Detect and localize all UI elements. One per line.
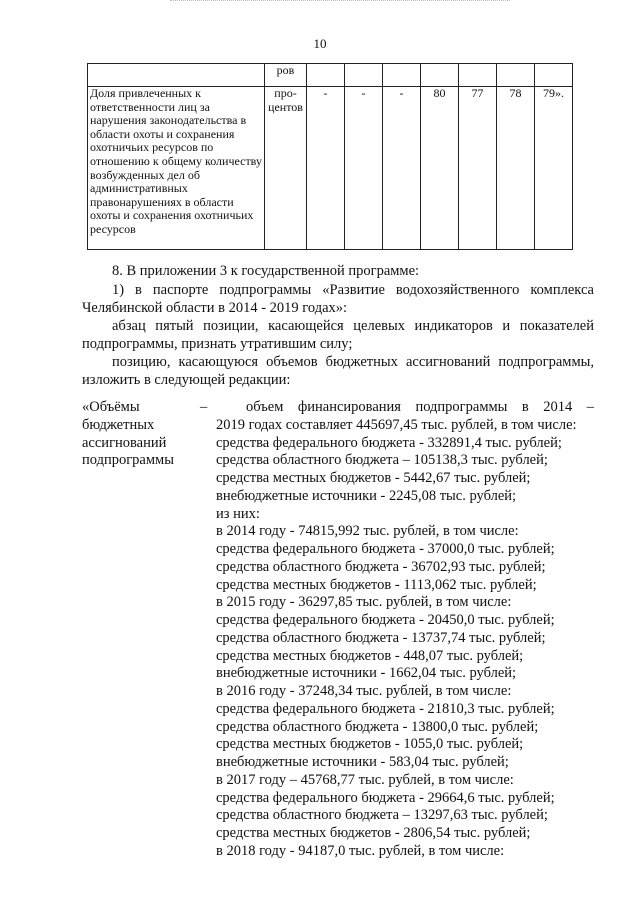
passport-line: внебюджетные источники - 583,04 тыс. рублей; <box>216 754 509 770</box>
passport-line: средства местных бюджетов - 2806,54 тыс. рублей; <box>216 825 531 841</box>
passport-line: средства местных бюджетов - 1055,0 тыс. рублей; <box>216 736 524 753</box>
passport-line: средства федерального бюджета - 37000,0 тыс. рублей; <box>216 541 555 557</box>
passport-line: в 2018 году - 94187,0 тыс. рублей, в том числе: <box>216 842 505 859</box>
passport-line: внебюджетные источники - 1662,04 тыс. рублей; <box>216 665 517 682</box>
table-cell <box>421 64 459 87</box>
indicators-table <box>87 63 573 250</box>
passport-line: средства федерального бюджета - 332891,4 тыс. рублей; <box>216 434 562 451</box>
table-row <box>88 87 573 250</box>
indicator-name: Доля привлеченных к ответственности лиц за нарушения законодательства в области охоты и сохранения охотничьих ресурсов по отношению к общему количеству возбужденных дел об административных правонарушениях в области охоты и сохранения охотничьих ресурсов <box>88 87 265 250</box>
table-cell <box>345 64 383 87</box>
table-cell <box>497 64 535 87</box>
passport-line: средства областного бюджета – 105138,3 тыс. рублей; <box>216 452 548 469</box>
passport-line: средства областного бюджета – 13297,63 тыс. рублей; <box>216 807 548 824</box>
word: финансирования <box>297 399 401 415</box>
table-cell <box>307 64 345 87</box>
passport-line: средства местных бюджетов - 448,07 тыс. рублей; <box>216 647 524 664</box>
table-cell-unit: ров <box>265 64 307 87</box>
passport-line: в 2014 году - 74815,992 тыс. рублей, в том числе: <box>216 523 519 540</box>
word: объем <box>246 399 284 415</box>
paragraph-subitem-1: 1) в паспорте подпрограммы «Развитие водохозяйственного комплекса Челябинской области в 2014 - 2019 годах»: <box>82 282 594 316</box>
passport-line: средства областного бюджета - 13737,74 тыс. рублей; <box>216 629 546 646</box>
passport-line: средства федерального бюджета - 20450,0 тыс. рублей; <box>216 612 555 628</box>
passport-line: в 2015 году - 36297,85 тыс. рублей, в том числе: <box>216 594 512 611</box>
table-cell <box>459 64 497 87</box>
passport-line: средства федерального бюджета - 21810,3 тыс. рублей; <box>216 700 555 717</box>
page-number: 10 <box>313 36 327 51</box>
word: в <box>521 399 529 415</box>
value-cell: - <box>307 87 345 250</box>
word: 2014 <box>543 399 573 415</box>
passport-line: средства федерального бюджета - 29664,6 тыс. рублей; <box>216 789 555 806</box>
passport-first-line <box>216 399 594 417</box>
passport-line: из них: <box>216 505 260 522</box>
table-cell <box>88 64 265 87</box>
word: – <box>586 399 594 415</box>
value-cell: - <box>383 87 421 250</box>
word: подпрограммы <box>415 399 508 415</box>
passport-label: «Объёмы бюджетных ассигнований подпрограммы <box>82 399 174 469</box>
scan-artifact <box>170 0 510 7</box>
paragraph-abzac: абзац пятый позиции, касающейся целевых индикаторов и показателей подпрограммы, признать утратившим силу; <box>82 318 594 352</box>
passport-line: средства местных бюджетов - 5442,67 тыс. рублей; <box>216 470 531 486</box>
passport-line: средства местных бюджетов - 1113,062 тыс. рублей; <box>216 576 537 593</box>
value-cell: 80 <box>421 87 459 250</box>
table-cell <box>535 64 573 87</box>
passport-line: в 2017 году – 45768,77 тыс. рублей, в том числе: <box>216 771 514 788</box>
table-cell-unit: про-центов <box>265 87 307 250</box>
table-cell <box>383 64 421 87</box>
value-cell: - <box>345 87 383 250</box>
passport-content <box>216 399 594 861</box>
value-cell: 79». <box>535 87 573 250</box>
passport-line: средства областного бюджета - 36702,93 тыс. рублей; <box>216 558 546 575</box>
paragraph-pozicia: позицию, касающуюся объемов бюджетных ассигнований подпрограммы, изложить в следующей редакции: <box>82 354 594 388</box>
paragraph-item-8: 8. В приложении 3 к государственной программе: <box>112 263 420 279</box>
passport-line: 2019 годах составляет 445697,45 тыс. рублей, в том числе: <box>216 416 577 433</box>
passport-line: в 2016 году - 37248,34 тыс. рублей, в том числе: <box>216 683 512 699</box>
passport-line: внебюджетные источники - 2245,08 тыс. рублей; <box>216 487 517 504</box>
passport-dash: – <box>200 399 208 415</box>
passport-line: средства областного бюджета - 13800,0 тыс. рублей; <box>216 718 539 735</box>
table-row <box>88 64 573 87</box>
value-cell: 77 <box>459 87 497 250</box>
value-cell: 78 <box>497 87 535 250</box>
